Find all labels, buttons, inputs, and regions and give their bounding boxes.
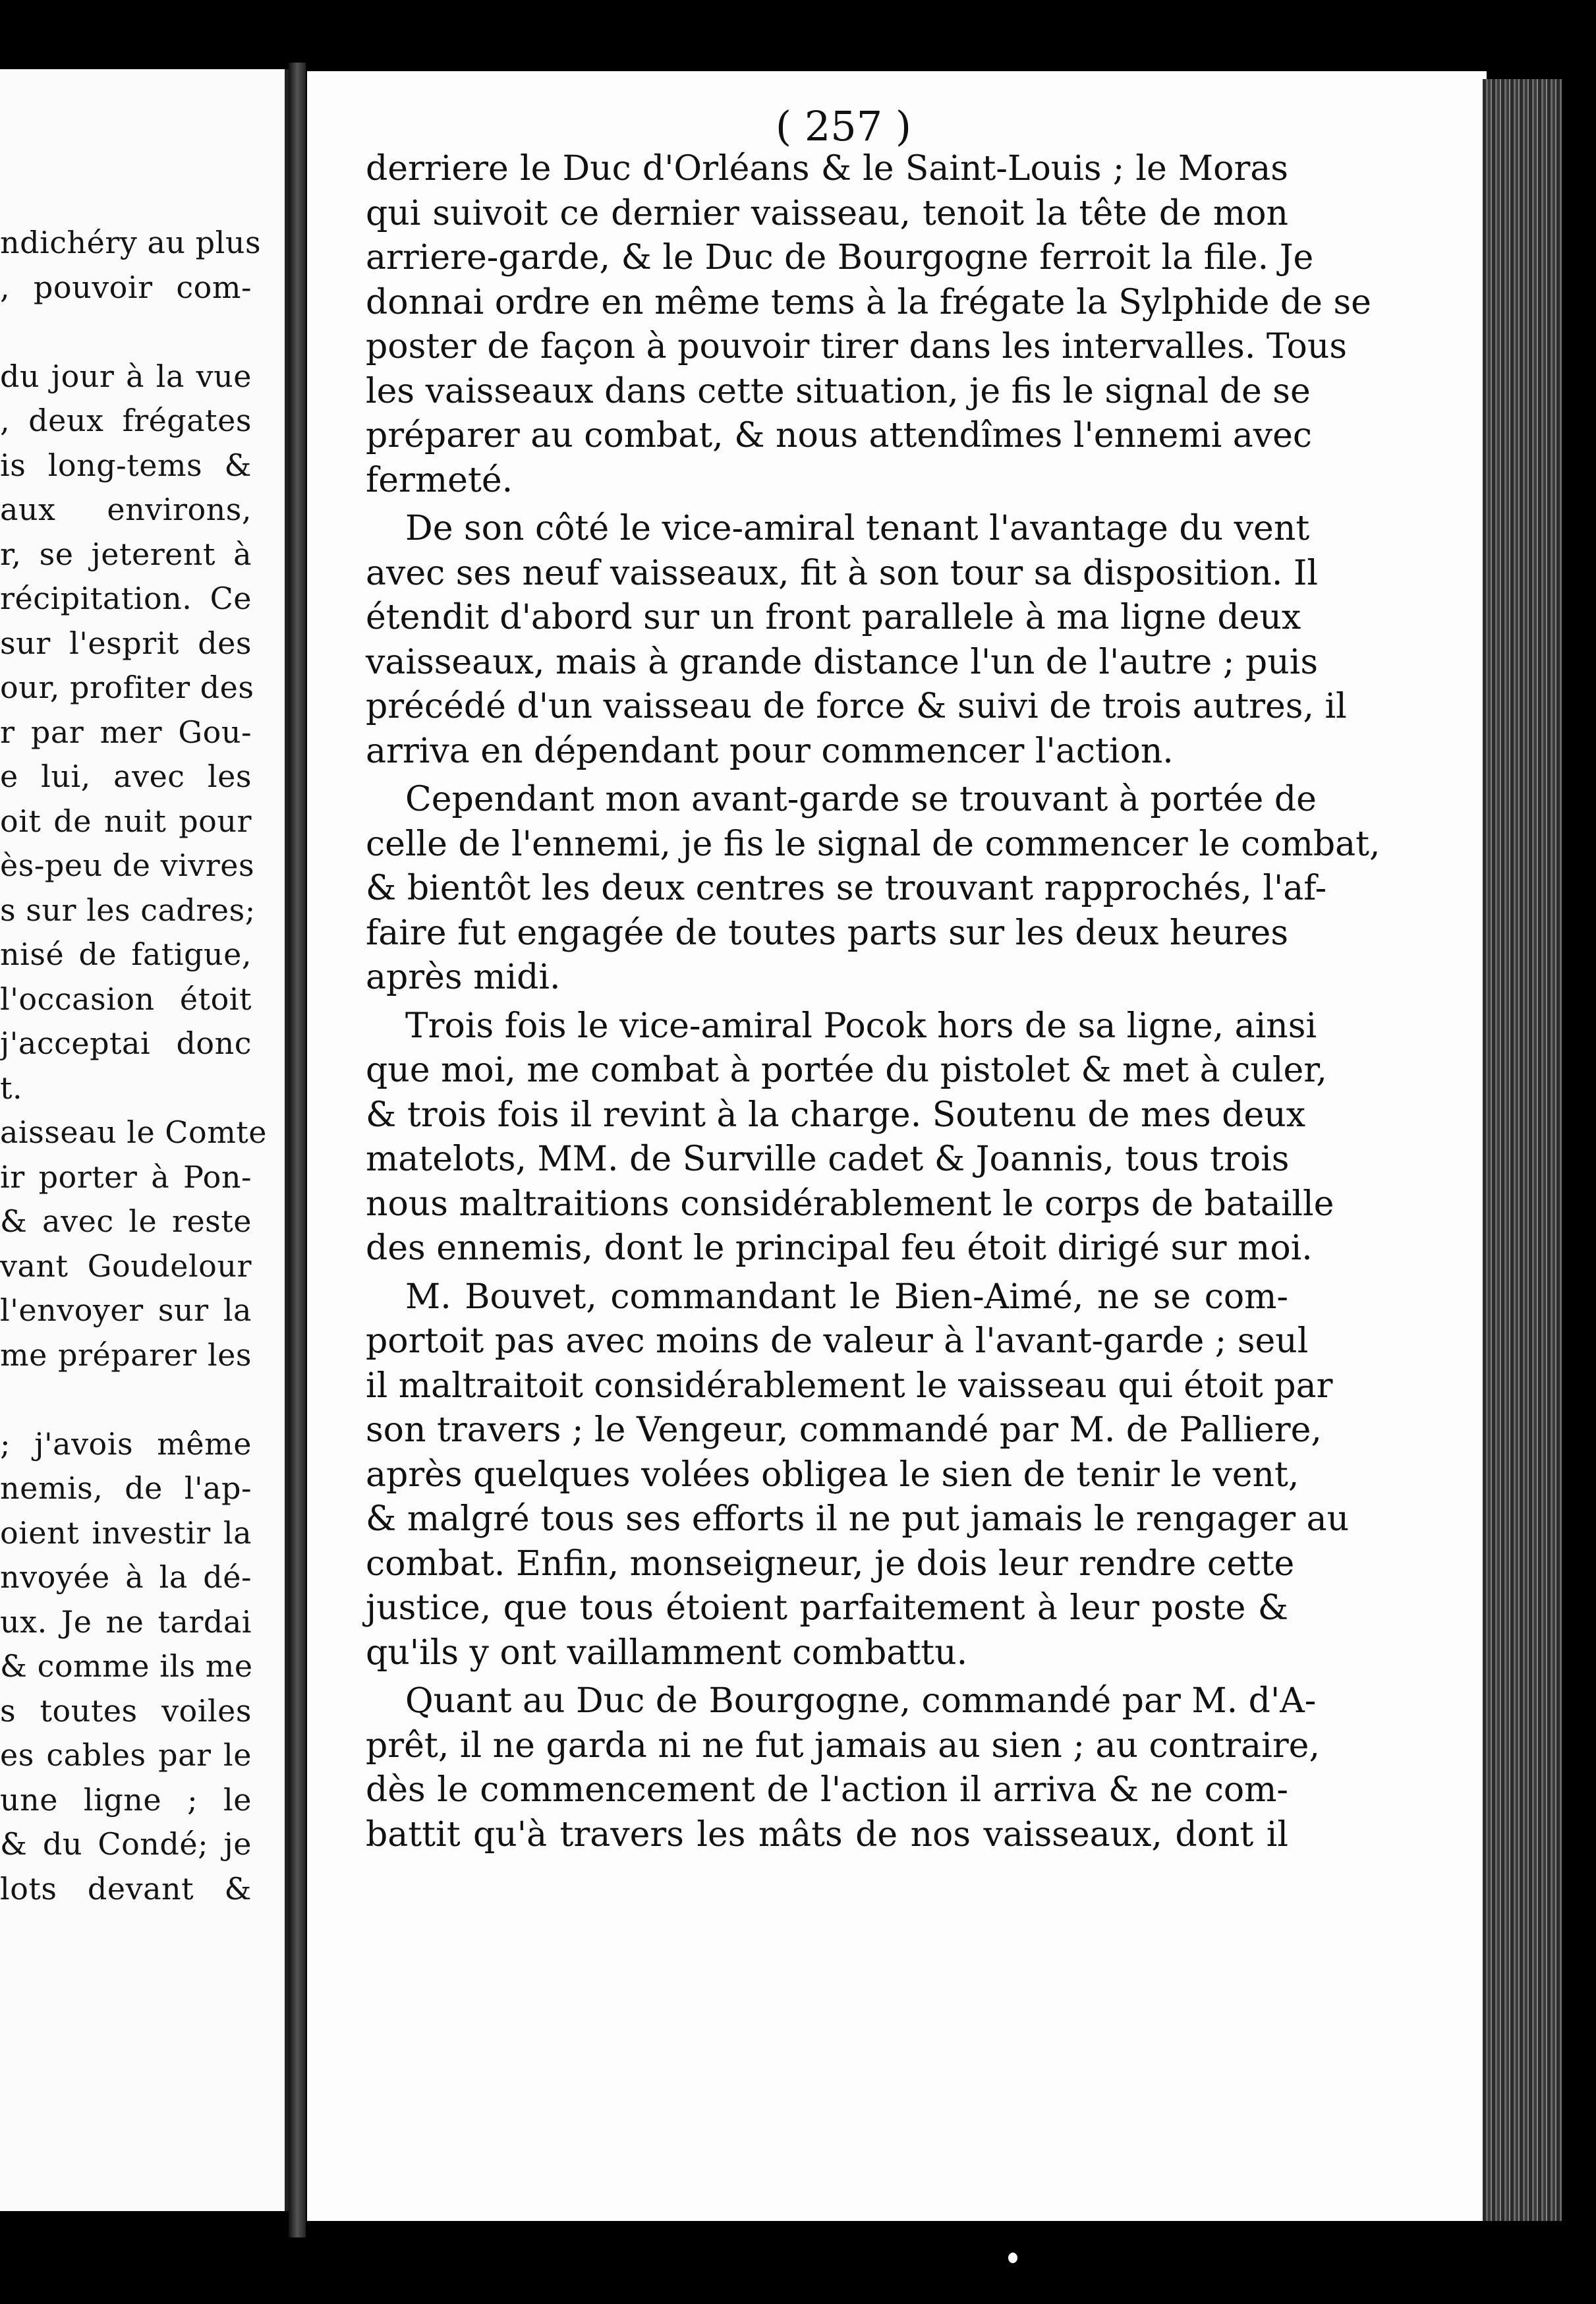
left-page-line: me préparer les bbox=[0, 1337, 252, 1373]
page-edges bbox=[1483, 79, 1562, 2221]
left-page-line: oit de nuit pour bbox=[0, 803, 252, 839]
left-page-line: du jour à la vue bbox=[0, 358, 252, 394]
left-page-line: récipitation. Ce bbox=[0, 581, 252, 616]
text-line: il maltraitoit considérablement le vaisseau qui étoit par bbox=[366, 1366, 1333, 1406]
text-line: après midi. bbox=[366, 958, 561, 997]
text-line: Trois fois le vice-amiral Pocok hors de sa ligne, ainsi bbox=[405, 1006, 1317, 1046]
text-line: vaisseaux, mais à grande distance l'un de l'autre ; puis bbox=[366, 642, 1319, 682]
left-page-line: r par mer Gou- bbox=[0, 714, 252, 750]
left-page-line: & comme ils me bbox=[0, 1648, 253, 1684]
text-line: & bientôt les deux centres se trouvant rapprochés, l'af- bbox=[366, 869, 1327, 908]
text-line: prêt, il ne garda ni ne fut jamais au sien ; au contraire, bbox=[366, 1725, 1320, 1766]
text-line: des ennemis, dont le principal feu étoit dirigé sur moi. bbox=[366, 1228, 1313, 1268]
dust-speck bbox=[1008, 2253, 1017, 2263]
left-page-line: s toutes voiles bbox=[0, 1692, 252, 1729]
text-line: justice, que tous étoient parfaitement à leur poste & bbox=[366, 1588, 1288, 1628]
text-line: dès le commencement de l'action il arriva & ne com- bbox=[366, 1770, 1288, 1810]
left-page-line: ; j'avois même bbox=[0, 1426, 252, 1462]
left-page-line: e lui, avec les bbox=[0, 759, 252, 794]
left-page-line: j'acceptai donc bbox=[0, 1025, 252, 1061]
left-page-line: l'envoyer sur la bbox=[0, 1292, 252, 1328]
left-page-line: & du Condé; je bbox=[0, 1826, 252, 1862]
left-page-line: aux environs, bbox=[0, 492, 252, 527]
page-number: ( 257 ) bbox=[775, 102, 912, 150]
left-page bbox=[0, 69, 289, 2211]
text-line: que moi, me combat à portée du pistolet & met à culer, bbox=[366, 1051, 1327, 1090]
left-page-line: ès-peu de vivres bbox=[0, 848, 255, 883]
left-page-line: our, profiter des bbox=[0, 670, 254, 705]
text-line: celle de l'ennemi, je fis le signal de commencer le combat, bbox=[366, 824, 1381, 864]
left-page-line: aisseau le Comte bbox=[0, 1114, 268, 1150]
left-page-line bbox=[0, 1377, 285, 1422]
left-page-line: oient investir la bbox=[0, 1514, 252, 1551]
left-page-line: nemis, de l'ap- bbox=[0, 1470, 252, 1506]
text-line: précédé d'un vaisseau de force & suivi de trois autres, il bbox=[366, 687, 1347, 726]
text-line: & malgré tous ses efforts il ne put jamais le rengager au bbox=[366, 1499, 1350, 1539]
left-page-line bbox=[0, 310, 285, 355]
text-line: & trois fois il revint à la charge. Soutenu de mes deux bbox=[366, 1095, 1306, 1135]
left-page-text bbox=[0, 221, 285, 1911]
text-line: faire fut engagée de toutes parts sur les deux heures bbox=[366, 913, 1288, 953]
text-line: derriere le Duc d'Orléans & le Saint-Louis ; le Moras bbox=[366, 149, 1288, 188]
left-page-line: , pouvoir com- bbox=[0, 269, 252, 305]
text-line: les vaisseaux dans cette situation, je fis le signal de se bbox=[366, 371, 1311, 411]
text-line: après quelques volées obligea le sien de tenir le vent, bbox=[366, 1454, 1299, 1495]
left-page-line: & avec le reste bbox=[0, 1203, 252, 1239]
left-page-line: vant Goudelour bbox=[0, 1248, 252, 1284]
left-page-line: , deux frégates bbox=[0, 403, 252, 438]
text-line: qui suivoit ce dernier vaisseau, tenoit la tête de mon bbox=[366, 193, 1288, 233]
left-page-line: nisé de fatigue, bbox=[0, 936, 252, 972]
text-line: préparer au combat, & nous attendîmes l'ennemi avec bbox=[366, 416, 1313, 455]
text-line: donnai ordre en même tems à la frégate la Sylphide de se bbox=[366, 282, 1371, 322]
text-line: avec ses neuf vaisseaux, fit à son tour sa disposition. Il bbox=[366, 553, 1319, 593]
left-page-line: l'occasion étoit bbox=[0, 981, 252, 1017]
book-gutter bbox=[289, 63, 306, 2237]
text-line: combat. Enfin, monseigneur, je dois leur rendre cette bbox=[366, 1543, 1295, 1584]
left-page-line: ir porter à Pon- bbox=[0, 1159, 252, 1195]
text-line: M. Bouvet, commandant le Bien-Aimé, ne se com- bbox=[405, 1277, 1288, 1317]
left-page-line: nvoyée à la dé- bbox=[0, 1559, 252, 1595]
text-line: nous maltraitions considérablement le corps de bataille bbox=[366, 1184, 1334, 1224]
text-line: portoit pas avec moins de valeur à l'avant-garde ; seul bbox=[366, 1321, 1309, 1361]
left-page-line: s sur les cadres; bbox=[0, 892, 256, 928]
left-page-line: une ligne ; le bbox=[0, 1781, 252, 1818]
text-line: De son côté le vice-amiral tenant l'avantage du vent bbox=[405, 509, 1310, 548]
text-line: qu'ils y ont vaillamment combattu. bbox=[366, 1632, 968, 1673]
text-line: son travers ; le Vengeur, commandé par M. de Palliere, bbox=[366, 1410, 1322, 1450]
text-line: arriere-garde, & le Duc de Bourgogne ferroit la file. Je bbox=[366, 238, 1314, 277]
text-line: arriva en dépendant pour commencer l'action. bbox=[366, 731, 1174, 771]
text-line: Quant au Duc de Bourgogne, commandé par M. d'A- bbox=[405, 1681, 1317, 1721]
left-page-line: lots devant & bbox=[0, 1870, 252, 1907]
left-page-line: r, se jeterent à bbox=[0, 536, 252, 572]
left-page-line: ndichéry au plus bbox=[0, 225, 262, 260]
left-page-line: es cables par le bbox=[0, 1737, 252, 1773]
text-line: Cependant mon avant-garde se trouvant à portée de bbox=[405, 780, 1317, 819]
left-page-line: is long-tems & bbox=[0, 447, 252, 483]
text-line: poster de façon à pouvoir tirer dans les intervalles. Tous bbox=[366, 327, 1348, 366]
left-page-line: t. bbox=[0, 1070, 23, 1106]
text-line: matelots, MM. de Surville cadet & Joannis, tous trois bbox=[366, 1139, 1290, 1179]
right-page-text bbox=[366, 147, 1381, 1857]
text-line: fermeté. bbox=[366, 460, 513, 500]
left-page-line: sur l'esprit des bbox=[0, 625, 252, 661]
text-line: étendit d'abord sur un front parallele à ma ligne deux bbox=[366, 598, 1301, 637]
left-page-line: ux. Je ne tardai bbox=[0, 1603, 252, 1640]
text-line: battit qu'à travers les mâts de nos vaisseaux, dont il bbox=[366, 1814, 1288, 1855]
